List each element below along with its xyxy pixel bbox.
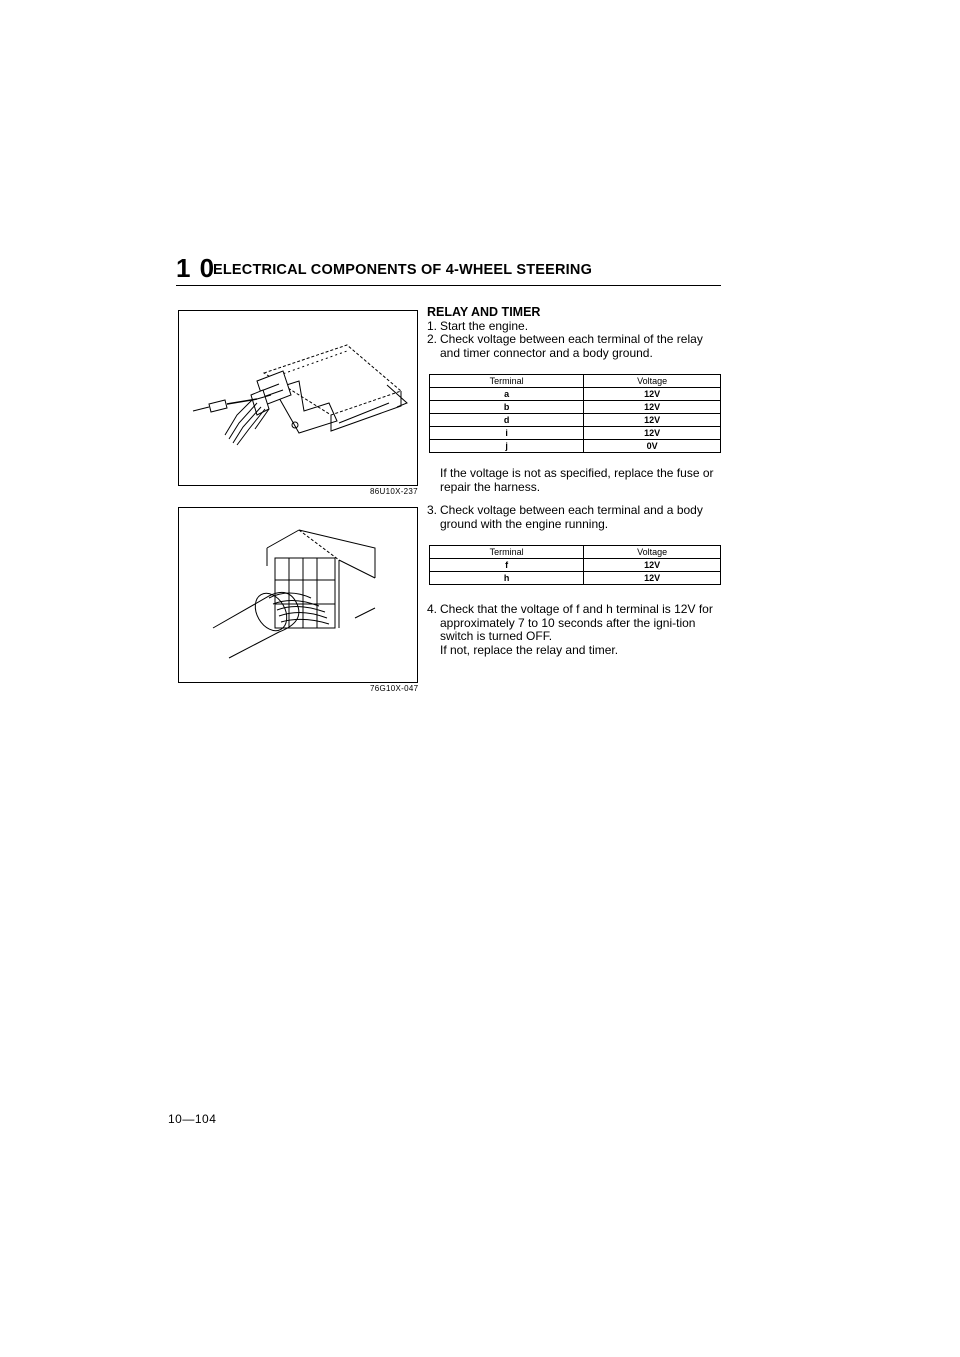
table-header-row	[430, 375, 721, 388]
terminal-cell: f	[430, 559, 584, 572]
voltage-table-1	[429, 374, 721, 453]
column-header-voltage: Voltage	[584, 375, 721, 388]
table-row	[430, 401, 721, 414]
step-4	[427, 603, 723, 657]
table-row	[430, 572, 721, 585]
terminal-cell: j	[430, 440, 584, 453]
column-header-terminal: Terminal	[430, 546, 584, 559]
step-2-number: 2.	[427, 332, 438, 346]
step-3-text: Check voltage between each terminal and a body ground with the engine running.	[440, 503, 703, 531]
page-number: 10—104	[168, 1112, 217, 1126]
terminal-cell: i	[430, 427, 584, 440]
voltage-cell: 0V	[584, 440, 721, 453]
section-relay-and-timer	[427, 306, 723, 657]
table-row	[430, 388, 721, 401]
step-1-text: Start the engine.	[440, 318, 529, 333]
voltage-cell: 12V	[584, 414, 721, 427]
voltage-cell: 12V	[584, 427, 721, 440]
chapter-title: ELECTRICAL COMPONENTS OF 4-WHEEL STEERING	[213, 262, 593, 278]
voltage-cell: 12V	[584, 559, 721, 572]
figure-connector-harness	[178, 507, 418, 683]
voltage-cell: 12V	[584, 572, 721, 585]
table-header-row	[430, 546, 721, 559]
page-header	[176, 253, 721, 287]
voltage-cell: 12V	[584, 401, 721, 414]
step-2	[427, 333, 723, 360]
figure-2-caption: 76G10X-047	[370, 684, 419, 693]
section-title: RELAY AND TIMER	[427, 305, 541, 319]
table-row	[430, 559, 721, 572]
note-replace-fuse: If the voltage is not as specified, replace the fuse or repair the harness.	[440, 466, 714, 494]
step-3	[427, 504, 723, 531]
column-header-voltage: Voltage	[584, 546, 721, 559]
step-1-number: 1.	[427, 318, 438, 333]
voltage-table-2	[429, 545, 721, 585]
step-2-text: Check voltage between each terminal of the relay and timer connector and a body ground.	[440, 332, 703, 360]
step-4-number: 4.	[427, 602, 438, 616]
figure-1-caption: 86U10X-237	[370, 487, 418, 496]
terminal-cell: a	[430, 388, 584, 401]
header-rule	[176, 285, 721, 286]
column-header-terminal: Terminal	[430, 375, 584, 388]
terminal-cell: h	[430, 572, 584, 585]
figure-relay-timer-unit	[178, 310, 418, 486]
step-4-text-2: If not, replace the relay and timer.	[440, 642, 619, 657]
terminal-cell: d	[430, 414, 584, 427]
step-1	[427, 320, 723, 334]
chapter-number: 1 0	[176, 253, 216, 283]
step-3-number: 3.	[427, 503, 438, 517]
terminal-cell: b	[430, 401, 584, 414]
step-4-text: Check that the voltage of f and h terminal is 12V for approximately 7 to 10 seconds after the igni-tion switch is turned OFF.	[440, 602, 713, 643]
table-row	[430, 414, 721, 427]
voltage-cell: 12V	[584, 388, 721, 401]
table-row	[430, 427, 721, 440]
table-row	[430, 440, 721, 453]
